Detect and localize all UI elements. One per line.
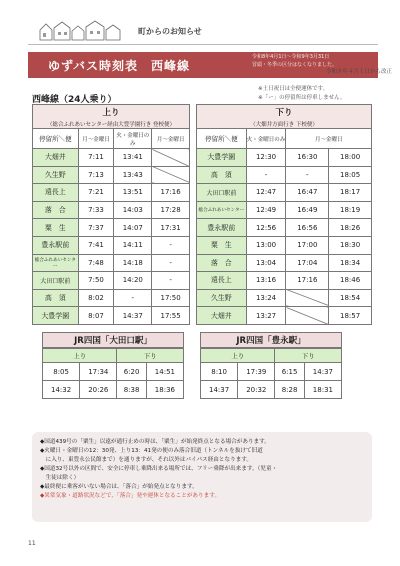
time-cell: 13:16 — [246, 272, 286, 290]
time-cell: 12:47 — [246, 184, 286, 202]
time-cell: 14:20 — [114, 272, 152, 290]
info-line: ◆国道32号以外の区間で、安全に停車し乗降出来る場所では、フリー乗降が出来ます。（児童・ — [40, 466, 278, 472]
info-line: ◆国道439号の「粟生」以遠が通行止めの時は、「粟生」が始発終点となる場合があります。 — [40, 439, 270, 445]
time-cell: 8:38 — [117, 381, 146, 399]
stop-name: 遠長上 — [33, 184, 79, 202]
jr-otaguchi-table — [42, 332, 184, 416]
time-cell: 7:50 — [78, 272, 114, 290]
header-title: 町からのお知らせ — [138, 27, 202, 36]
time-cell: 13:41 — [114, 149, 152, 167]
time-cell: 14:03 — [114, 201, 152, 219]
time-cell: 7:37 — [78, 219, 114, 237]
time-cell: 18:46 — [329, 272, 372, 290]
col-tue-fri: 火・金曜日のみ — [246, 129, 286, 149]
time-cell: 18:26 — [329, 219, 372, 237]
jr-up-label: 上り — [201, 349, 275, 363]
time-cell: - — [152, 236, 190, 254]
table-row — [33, 184, 190, 202]
info-line: に入り、東豊永公民館まで）を通りますが、それ以外はバイパス経由となります。 — [40, 457, 253, 463]
table-row — [197, 184, 372, 202]
table-row — [197, 201, 372, 219]
up-timetable — [32, 104, 190, 325]
table-row — [33, 149, 190, 167]
banner-title: ゆずバス時刻表 西峰線 — [48, 59, 191, 73]
revision-note: 令和８年４月１日から改正 — [325, 69, 392, 75]
houses-icon — [38, 20, 128, 42]
time-cell: 17:50 — [152, 289, 190, 307]
time-cell: 7:11 — [78, 149, 114, 167]
time-cell: 8:05 — [43, 363, 80, 381]
note-line: ※土日祝日は全便運休です。 — [258, 86, 329, 92]
time-cell: 8:28 — [275, 381, 304, 399]
page-number: 11 — [28, 540, 36, 547]
time-cell: 8:10 — [201, 363, 238, 381]
time-cell: 17:55 — [152, 307, 190, 325]
stop-name: 大畑井 — [33, 149, 79, 167]
stop-name: 大畑井 — [197, 307, 247, 325]
time-cell: 12:56 — [246, 219, 286, 237]
time-cell: 17:31 — [152, 219, 190, 237]
time-cell: - — [152, 272, 190, 290]
jr-up-label: 上り — [43, 349, 117, 363]
time-cell: 16:49 — [286, 201, 329, 219]
time-cell: 18:05 — [329, 166, 372, 184]
col-stop: 停留所＼便 — [197, 129, 247, 149]
time-cell: 20:32 — [238, 381, 275, 399]
time-cell: 18:31 — [304, 381, 341, 399]
info-box — [32, 432, 372, 522]
table-row — [33, 201, 190, 219]
up-title: 上り — [33, 105, 190, 120]
time-cell: 18:57 — [329, 307, 372, 325]
stop-name: 久生野 — [33, 166, 79, 184]
time-cell: 13:43 — [114, 166, 152, 184]
time-cell: 14:32 — [43, 381, 80, 399]
time-cell: 14:07 — [114, 219, 152, 237]
stop-name: 落 合 — [33, 201, 79, 219]
time-cell: 17:28 — [152, 201, 190, 219]
table-row — [197, 289, 372, 307]
time-cell: 18:34 — [329, 254, 372, 272]
time-cell: 16:30 — [286, 149, 329, 167]
table-row — [43, 381, 184, 399]
time-cell: - — [246, 166, 286, 184]
up-via: （総合ふれあいセンター経由大豊学園行き 登校便） — [33, 120, 190, 129]
time-cell: 17:39 — [238, 363, 275, 381]
time-cell: 14:51 — [146, 363, 183, 381]
time-cell: 17:34 — [80, 363, 117, 381]
table-row — [197, 307, 372, 325]
time-cell: 13:00 — [246, 236, 286, 254]
down-timetable — [196, 104, 372, 325]
col-mon-fri: 月～金曜日 — [152, 129, 190, 149]
jr-toyonaga-title: JR四国「豊永駅」 — [200, 332, 342, 348]
stop-name: 落 合 — [197, 254, 247, 272]
section-notes — [258, 85, 345, 103]
table-row — [33, 236, 190, 254]
stop-name: 高 須 — [197, 166, 247, 184]
jr-down-label: 下り — [275, 349, 342, 363]
stop-name: 久生野 — [197, 289, 247, 307]
section-title: 西峰線（24人乗り） — [32, 95, 117, 105]
time-cell: - — [114, 289, 152, 307]
time-cell: 14:37 — [201, 381, 238, 399]
time-cell: 14:18 — [114, 254, 152, 272]
banner-note-line: 令和8年4月1日～令和9年3月31日 — [252, 54, 330, 60]
time-cell: 6:20 — [117, 363, 146, 381]
stop-name: 総合ふれあいセンター — [33, 254, 79, 272]
note-line: ※「ー」の停留所は停車しません。 — [258, 95, 346, 101]
time-cell: 7:33 — [78, 201, 114, 219]
table-row — [197, 254, 372, 272]
stop-name: 粟 生 — [197, 236, 247, 254]
empty-cell — [152, 149, 190, 167]
stop-name: 総合ふれあいセンター — [197, 201, 247, 219]
jr-down-label: 下り — [117, 349, 184, 363]
table-row — [33, 307, 190, 325]
table-row — [33, 166, 190, 184]
stop-name: 遠長上 — [197, 272, 247, 290]
time-cell: 7:48 — [78, 254, 114, 272]
header-strip — [28, 20, 378, 42]
table-row — [33, 219, 190, 237]
table-row — [201, 381, 342, 399]
time-cell: 18:36 — [146, 381, 183, 399]
time-cell: 7:21 — [78, 184, 114, 202]
table-row — [33, 254, 190, 272]
banner-note — [252, 54, 372, 69]
col-stop: 停留所＼便 — [33, 129, 79, 149]
info-line: ◆最終便に乗客がいない場合は、「落合」が始発点となります。 — [40, 484, 198, 490]
stop-name: 大豊学園 — [197, 149, 247, 167]
time-cell: 18:30 — [329, 236, 372, 254]
down-via: （大畑井方面行き 下校便） — [197, 120, 372, 129]
empty-cell — [286, 307, 329, 325]
time-cell: - — [286, 166, 329, 184]
time-cell: 16:47 — [286, 184, 329, 202]
empty-cell — [286, 289, 329, 307]
time-cell: 6:15 — [275, 363, 304, 381]
time-cell: 18:00 — [329, 149, 372, 167]
time-cell: 14:11 — [114, 236, 152, 254]
down-title: 下り — [197, 105, 372, 120]
info-warning: ◆異常気象・道路状況などで、「落合」発や運休となることがあります。 — [40, 493, 220, 499]
time-cell: 13:24 — [246, 289, 286, 307]
stop-name: 粟 生 — [33, 219, 79, 237]
table-row — [33, 272, 190, 290]
stop-name: 大豊学園 — [33, 307, 79, 325]
table-row — [201, 363, 342, 381]
table-row — [197, 219, 372, 237]
table-row — [197, 166, 372, 184]
stop-name: 豊永駅前 — [197, 219, 247, 237]
table-row — [43, 363, 184, 381]
info-line: 生徒は除く） — [40, 475, 80, 481]
time-cell: 14:37 — [304, 363, 341, 381]
table-row — [197, 236, 372, 254]
time-cell: 18:19 — [329, 201, 372, 219]
time-cell: 12:49 — [246, 201, 286, 219]
time-cell: 18:17 — [329, 184, 372, 202]
empty-cell — [152, 166, 190, 184]
jr-otaguchi-title: JR四国「大田口駅」 — [42, 332, 184, 348]
stop-name: 大田口駅前 — [197, 184, 247, 202]
banner-note-line: 冒頭・冬季の区分はなくなりました。 — [252, 61, 338, 68]
time-cell: - — [152, 254, 190, 272]
time-cell: 17:16 — [152, 184, 190, 202]
jr-toyonaga-table — [200, 332, 342, 416]
info-line: ◆火曜日・金曜日の12：30発、上り13：41発の便のみ落合旧道（トンネルを抜けて旧道 — [40, 448, 263, 454]
stop-name: 豊永駅前 — [33, 236, 79, 254]
table-row — [197, 149, 372, 167]
time-cell: 13:27 — [246, 307, 286, 325]
time-cell: 8:07 — [78, 307, 114, 325]
table-row — [197, 272, 372, 290]
time-cell: 13:04 — [246, 254, 286, 272]
table-row — [33, 289, 190, 307]
time-cell: 13:51 — [114, 184, 152, 202]
time-cell: 7:13 — [78, 166, 114, 184]
time-cell: 14:37 — [114, 307, 152, 325]
time-cell: 8:02 — [78, 289, 114, 307]
time-cell: 12:30 — [246, 149, 286, 167]
time-cell: 18:54 — [329, 289, 372, 307]
time-cell: 17:00 — [286, 236, 329, 254]
time-cell: 17:16 — [286, 272, 329, 290]
col-mon-fri: 月～金曜日 — [286, 129, 372, 149]
col-mon-fri: 月～金曜日 — [78, 129, 114, 149]
time-cell: 20:26 — [80, 381, 117, 399]
stop-name: 大田口駅前 — [33, 272, 79, 290]
time-cell: 16:56 — [286, 219, 329, 237]
col-tue-fri: 火・金曜日のみ — [114, 129, 152, 149]
stop-name: 高 須 — [33, 289, 79, 307]
time-cell: 17:04 — [286, 254, 329, 272]
header-divider — [28, 44, 378, 45]
time-cell: 7:41 — [78, 236, 114, 254]
